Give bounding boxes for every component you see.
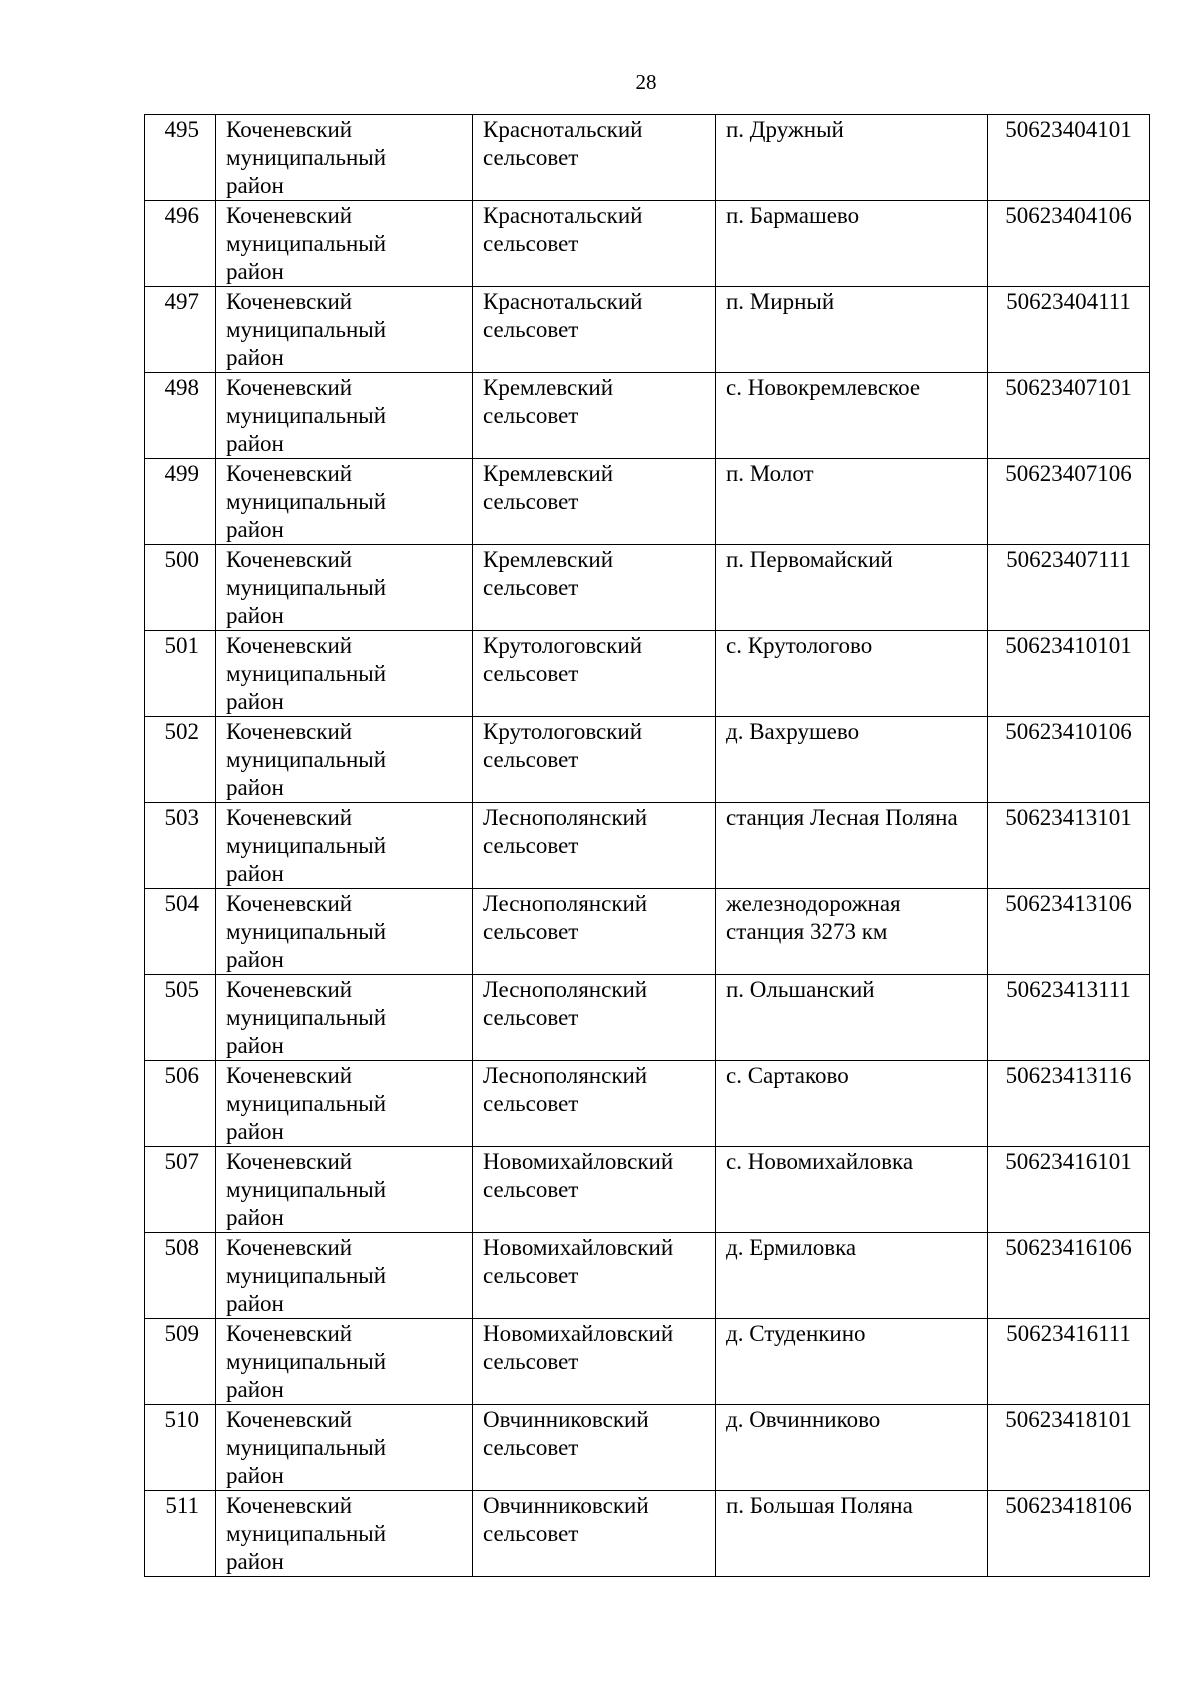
district-cell-line: район [226, 345, 284, 370]
council-cell-line: Леснополянский [483, 805, 648, 830]
council-cell-line: Краснотальский [483, 289, 643, 314]
council-cell-line: сельсовет [483, 919, 579, 944]
district-cell [216, 889, 473, 975]
oktmo-code-cell: 50623413101 [988, 803, 1150, 889]
council-cell-line: Новомихайловский [483, 1149, 674, 1174]
district-cell-line: Коченевский [226, 891, 353, 916]
settlement-cell-line: д. Овчинниково [726, 1407, 881, 1432]
settlement-cell [716, 717, 988, 803]
council-cell-line: сельсовет [483, 1521, 579, 1546]
district-cell-line: Коченевский [226, 289, 353, 314]
district-cell [216, 1061, 473, 1147]
oktmo-code-cell: 50623413111 [988, 975, 1150, 1061]
table-row [145, 115, 1150, 201]
settlement-cell [716, 803, 988, 889]
settlement-cell-line: п. Мирный [726, 289, 835, 314]
council-cell [473, 1147, 716, 1233]
district-cell-line: муниципальный [226, 833, 387, 858]
row-number-cell: 504 [145, 889, 216, 975]
council-cell [473, 1405, 716, 1491]
settlements-table [144, 114, 1150, 1577]
district-cell-line: район [226, 1205, 284, 1230]
row-number-cell: 497 [145, 287, 216, 373]
district-cell-line: район [226, 259, 284, 284]
district-cell [216, 115, 473, 201]
table-row [145, 1319, 1150, 1405]
settlement-cell-line: станция Лесная Поляна [726, 805, 958, 830]
district-cell [216, 631, 473, 717]
district-cell-line: муниципальный [226, 1521, 387, 1546]
district-cell-line: муниципальный [226, 317, 387, 342]
council-cell [473, 1491, 716, 1577]
oktmo-code-cell: 50623407101 [988, 373, 1150, 459]
table-row [145, 201, 1150, 287]
council-cell-line: Овчинниковский [483, 1493, 649, 1518]
district-cell-line: Коченевский [226, 719, 353, 744]
council-cell-line: сельсовет [483, 317, 579, 342]
oktmo-code-cell: 50623404101 [988, 115, 1150, 201]
district-cell-line: муниципальный [226, 231, 387, 256]
oktmo-code-cell: 50623416101 [988, 1147, 1150, 1233]
district-cell-line: район [226, 947, 284, 972]
row-number-cell: 508 [145, 1233, 216, 1319]
council-cell-line: сельсовет [483, 489, 579, 514]
district-cell-line: Коченевский [226, 1321, 353, 1346]
council-cell-line: сельсовет [483, 403, 579, 428]
council-cell-line: Леснополянский [483, 977, 648, 1002]
settlement-cell [716, 975, 988, 1061]
district-cell-line: муниципальный [226, 1349, 387, 1374]
district-cell [216, 201, 473, 287]
district-cell-line: Коченевский [226, 117, 353, 142]
district-cell-line: Коченевский [226, 1493, 353, 1518]
row-number-cell: 499 [145, 459, 216, 545]
council-cell-line: сельсовет [483, 575, 579, 600]
district-cell-line: район [226, 1291, 284, 1316]
row-number-cell: 507 [145, 1147, 216, 1233]
district-cell [216, 1491, 473, 1577]
settlement-cell-line: д. Вахрушево [726, 719, 860, 744]
settlement-cell-line: п. Дружный [726, 117, 844, 142]
settlement-cell-line: с. Новокремлевское [726, 375, 921, 400]
district-cell-line: муниципальный [226, 489, 387, 514]
council-cell-line: сельсовет [483, 231, 579, 256]
district-cell-line: муниципальный [226, 403, 387, 428]
settlement-cell-line: п. Бармашево [726, 203, 860, 228]
row-number-cell: 505 [145, 975, 216, 1061]
settlement-cell [716, 631, 988, 717]
oktmo-code-cell: 50623413116 [988, 1061, 1150, 1147]
district-cell-line: район [226, 775, 284, 800]
district-cell-line: муниципальный [226, 575, 387, 600]
oktmo-code-cell: 50623416106 [988, 1233, 1150, 1319]
council-cell-line: Овчинниковский [483, 1407, 649, 1432]
district-cell-line: Коченевский [226, 1407, 353, 1432]
council-cell-line: Крутологовский [483, 719, 643, 744]
council-cell [473, 1061, 716, 1147]
district-cell-line: муниципальный [226, 919, 387, 944]
table-row [145, 1405, 1150, 1491]
council-cell-line: сельсовет [483, 1005, 579, 1030]
district-cell [216, 287, 473, 373]
settlement-cell [716, 545, 988, 631]
district-cell-line: район [226, 431, 284, 456]
council-cell-line: Леснополянский [483, 1063, 648, 1088]
settlement-cell [716, 115, 988, 201]
district-cell-line: Коченевский [226, 1235, 353, 1260]
settlement-cell [716, 373, 988, 459]
table-row [145, 803, 1150, 889]
row-number-cell: 502 [145, 717, 216, 803]
council-cell-line: Кремлевский [483, 461, 614, 486]
council-cell [473, 631, 716, 717]
settlement-cell-line: п. Большая Поляна [726, 1493, 913, 1518]
council-cell [473, 975, 716, 1061]
settlement-cell [716, 1061, 988, 1147]
council-cell-line: сельсовет [483, 1091, 579, 1116]
council-cell-line: Кремлевский [483, 547, 614, 572]
table-row [145, 1491, 1150, 1577]
settlement-cell [716, 287, 988, 373]
oktmo-code-cell: 50623416111 [988, 1319, 1150, 1405]
council-cell-line: сельсовет [483, 833, 579, 858]
council-cell [473, 717, 716, 803]
council-cell-line: Леснополянский [483, 891, 648, 916]
district-cell [216, 1233, 473, 1319]
row-number-cell: 510 [145, 1405, 216, 1491]
settlement-cell [716, 1147, 988, 1233]
council-cell-line: сельсовет [483, 145, 579, 170]
district-cell [216, 717, 473, 803]
table-row [145, 545, 1150, 631]
council-cell [473, 545, 716, 631]
row-number-cell: 503 [145, 803, 216, 889]
settlements-table-container [144, 114, 1150, 1577]
row-number-cell: 498 [145, 373, 216, 459]
district-cell-line: Коченевский [226, 547, 353, 572]
district-cell-line: Коченевский [226, 633, 353, 658]
row-number-cell: 496 [145, 201, 216, 287]
row-number-cell: 506 [145, 1061, 216, 1147]
council-cell [473, 1319, 716, 1405]
table-row [145, 1147, 1150, 1233]
settlement-cell [716, 1319, 988, 1405]
district-cell-line: муниципальный [226, 1263, 387, 1288]
council-cell-line: Краснотальский [483, 117, 643, 142]
settlement-cell-line: д. Ермиловка [726, 1235, 857, 1260]
district-cell-line: район [226, 861, 284, 886]
settlement-cell-line: с. Новомихайловка [726, 1149, 914, 1174]
district-cell [216, 459, 473, 545]
district-cell [216, 975, 473, 1061]
council-cell-line: Краснотальский [483, 203, 643, 228]
settlement-cell-line: с. Крутологово [726, 633, 873, 658]
district-cell [216, 545, 473, 631]
district-cell [216, 373, 473, 459]
table-row [145, 717, 1150, 803]
settlement-cell-line: п. Первомайский [726, 547, 893, 572]
council-cell [473, 373, 716, 459]
district-cell-line: район [226, 1377, 284, 1402]
council-cell [473, 115, 716, 201]
council-cell-line: Новомихайловский [483, 1321, 674, 1346]
table-row [145, 459, 1150, 545]
district-cell-line: Коченевский [226, 461, 353, 486]
table-row [145, 1061, 1150, 1147]
table-row [145, 287, 1150, 373]
district-cell-line: Коченевский [226, 375, 353, 400]
council-cell [473, 889, 716, 975]
settlement-cell-line: д. Студенкино [726, 1321, 866, 1346]
district-cell-line: муниципальный [226, 1435, 387, 1460]
row-number-cell: 509 [145, 1319, 216, 1405]
table-row [145, 373, 1150, 459]
district-cell-line: муниципальный [226, 747, 387, 772]
oktmo-code-cell: 50623413106 [988, 889, 1150, 975]
district-cell-line: район [226, 603, 284, 628]
council-cell [473, 459, 716, 545]
settlement-cell-line: железнодорожная [726, 891, 901, 916]
settlement-cell-line: п. Ольшанский [726, 977, 875, 1002]
district-cell-line: район [226, 689, 284, 714]
settlement-cell-line: п. Молот [726, 461, 814, 486]
oktmo-code-cell: 50623407111 [988, 545, 1150, 631]
district-cell-line: район [226, 1463, 284, 1488]
district-cell-line: муниципальный [226, 1091, 387, 1116]
settlement-cell [716, 459, 988, 545]
council-cell-line: сельсовет [483, 747, 579, 772]
district-cell-line: Коченевский [226, 1063, 353, 1088]
council-cell [473, 803, 716, 889]
table-row [145, 631, 1150, 717]
settlement-cell [716, 889, 988, 975]
settlement-cell [716, 1233, 988, 1319]
oktmo-code-cell: 50623407106 [988, 459, 1150, 545]
council-cell-line: сельсовет [483, 1435, 579, 1460]
settlement-cell [716, 201, 988, 287]
row-number-cell: 495 [145, 115, 216, 201]
row-number-cell: 511 [145, 1491, 216, 1577]
district-cell-line: район [226, 1119, 284, 1144]
oktmo-code-cell: 50623404106 [988, 201, 1150, 287]
table-row [145, 1233, 1150, 1319]
district-cell [216, 1405, 473, 1491]
page-number: 28 [635, 70, 657, 94]
settlement-cell-line: станция 3273 км [726, 919, 888, 944]
district-cell-line: район [226, 1549, 284, 1574]
settlement-cell-line: с. Сартаково [726, 1063, 849, 1088]
district-cell-line: муниципальный [226, 1177, 387, 1202]
settlement-cell [716, 1491, 988, 1577]
table-body [145, 115, 1150, 1577]
settlement-cell [716, 1405, 988, 1491]
row-number-cell: 500 [145, 545, 216, 631]
district-cell-line: район [226, 173, 284, 198]
oktmo-code-cell: 50623418106 [988, 1491, 1150, 1577]
district-cell [216, 1319, 473, 1405]
district-cell [216, 803, 473, 889]
council-cell-line: Новомихайловский [483, 1235, 674, 1260]
district-cell-line: район [226, 1033, 284, 1058]
oktmo-code-cell: 50623410106 [988, 717, 1150, 803]
district-cell-line: муниципальный [226, 1005, 387, 1030]
district-cell [216, 1147, 473, 1233]
district-cell-line: Коченевский [226, 1149, 353, 1174]
district-cell-line: муниципальный [226, 145, 387, 170]
district-cell-line: район [226, 517, 284, 542]
council-cell-line: Кремлевский [483, 375, 614, 400]
district-cell-line: Коченевский [226, 805, 353, 830]
council-cell [473, 1233, 716, 1319]
district-cell-line: муниципальный [226, 661, 387, 686]
district-cell-line: Коченевский [226, 203, 353, 228]
row-number-cell: 501 [145, 631, 216, 717]
council-cell-line: сельсовет [483, 1177, 579, 1202]
council-cell-line: сельсовет [483, 1349, 579, 1374]
council-cell-line: сельсовет [483, 661, 579, 686]
council-cell-line: Крутологовский [483, 633, 643, 658]
oktmo-code-cell: 50623410101 [988, 631, 1150, 717]
council-cell-line: сельсовет [483, 1263, 579, 1288]
council-cell [473, 201, 716, 287]
oktmo-code-cell: 50623418101 [988, 1405, 1150, 1491]
oktmo-code-cell: 50623404111 [988, 287, 1150, 373]
table-row [145, 975, 1150, 1061]
council-cell [473, 287, 716, 373]
table-row [145, 889, 1150, 975]
district-cell-line: Коченевский [226, 977, 353, 1002]
